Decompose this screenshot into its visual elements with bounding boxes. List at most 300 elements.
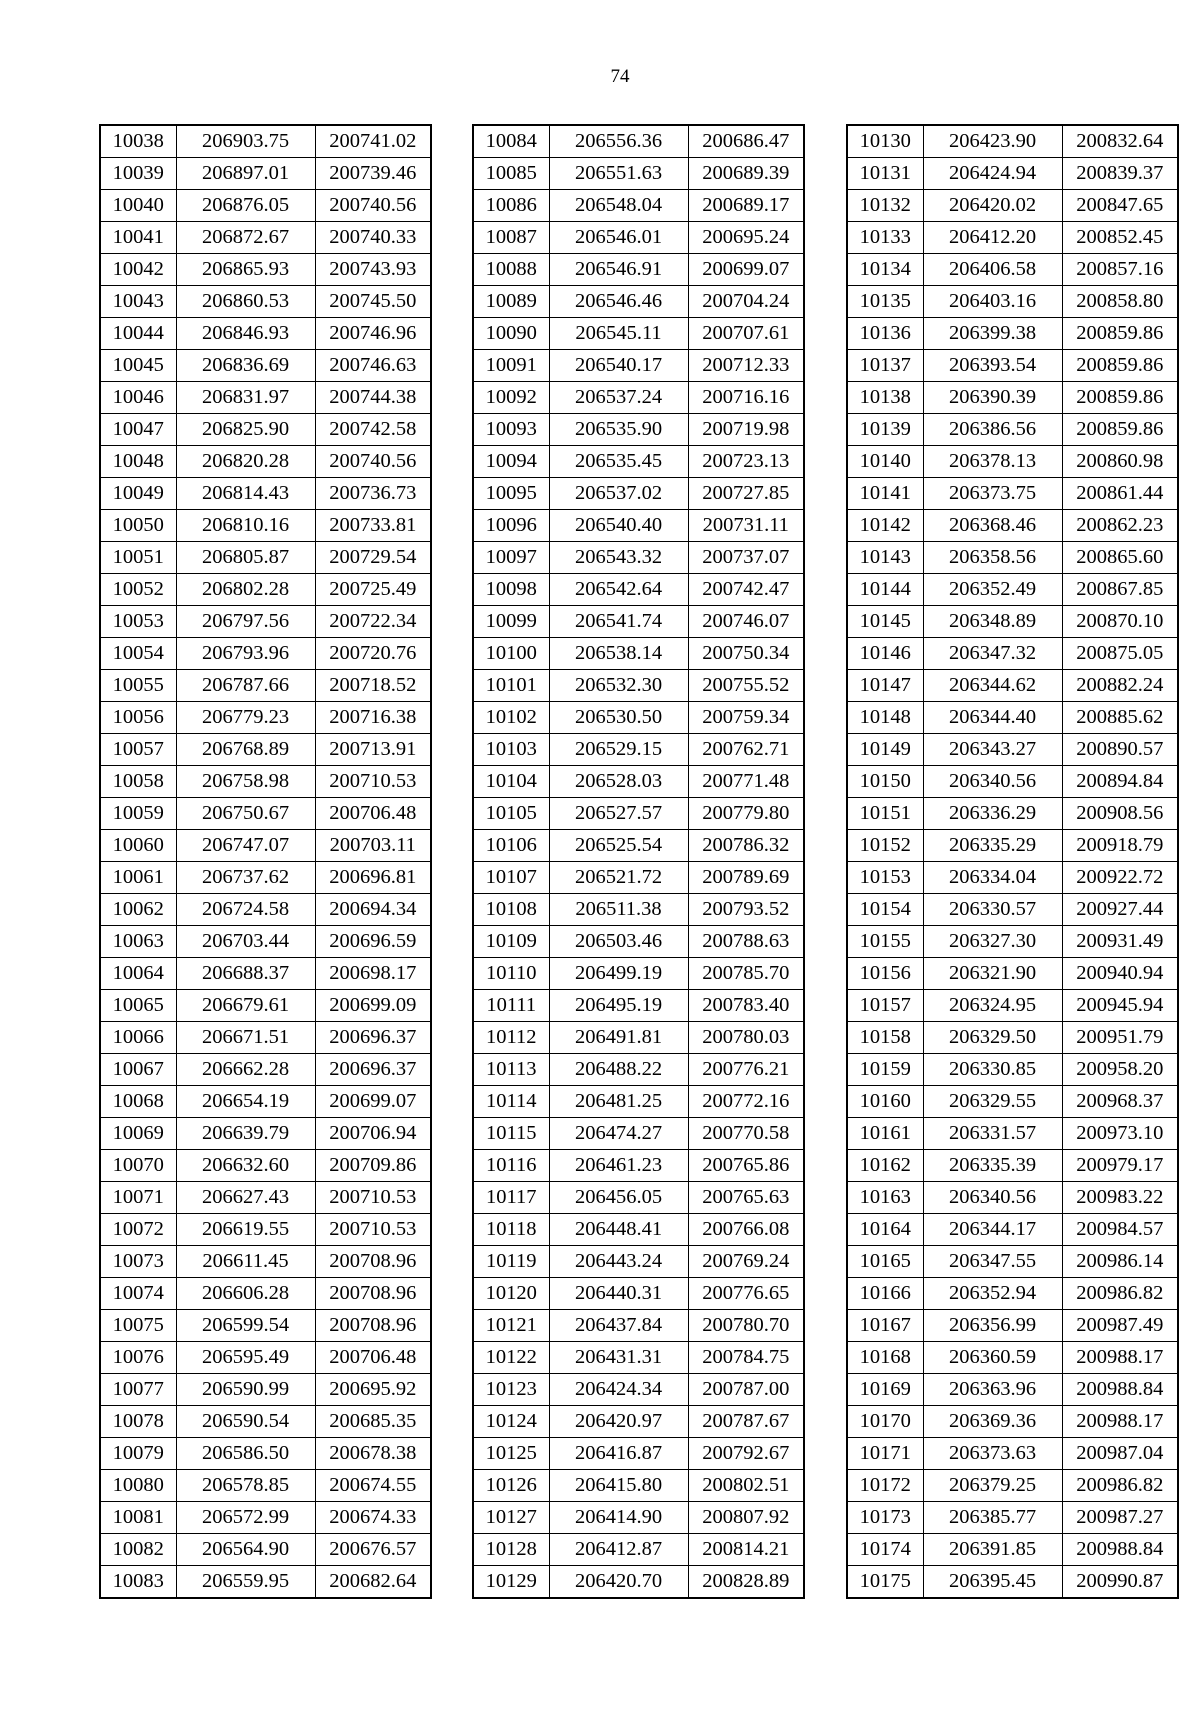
x-coordinate-cell: 206679.61 <box>176 990 315 1022</box>
table-row <box>100 382 431 414</box>
x-coordinate-cell: 206352.49 <box>923 574 1062 606</box>
point-id-cell: 10083 <box>100 1566 176 1599</box>
table-row <box>847 318 1178 350</box>
y-coordinate-cell: 200696.59 <box>315 926 431 958</box>
table-row <box>847 1534 1178 1566</box>
x-coordinate-cell: 206538.14 <box>549 638 688 670</box>
point-id-cell: 10090 <box>473 318 549 350</box>
x-coordinate-cell: 206414.90 <box>549 1502 688 1534</box>
x-coordinate-cell: 206420.70 <box>549 1566 688 1599</box>
y-coordinate-cell: 200940.94 <box>1062 958 1178 990</box>
x-coordinate-cell: 206334.04 <box>923 862 1062 894</box>
x-coordinate-cell: 206347.32 <box>923 638 1062 670</box>
x-coordinate-cell: 206865.93 <box>176 254 315 286</box>
y-coordinate-cell: 200988.84 <box>1062 1374 1178 1406</box>
point-id-cell: 10082 <box>100 1534 176 1566</box>
point-id-cell: 10068 <box>100 1086 176 1118</box>
table-row <box>473 862 804 894</box>
y-coordinate-cell: 200740.56 <box>315 190 431 222</box>
x-coordinate-cell: 206559.95 <box>176 1566 315 1599</box>
y-coordinate-cell: 200984.57 <box>1062 1214 1178 1246</box>
table-row <box>847 1566 1178 1599</box>
y-coordinate-cell: 200712.33 <box>688 350 804 382</box>
table-row <box>100 1374 431 1406</box>
y-coordinate-cell: 200755.52 <box>688 670 804 702</box>
table-row <box>473 958 804 990</box>
point-id-cell: 10065 <box>100 990 176 1022</box>
x-coordinate-cell: 206391.85 <box>923 1534 1062 1566</box>
page-number: 74 <box>610 66 630 87</box>
y-coordinate-cell: 200861.44 <box>1062 478 1178 510</box>
table-row <box>100 1534 431 1566</box>
point-id-cell: 10140 <box>847 446 923 478</box>
point-id-cell: 10051 <box>100 542 176 574</box>
table-row <box>847 1374 1178 1406</box>
y-coordinate-cell: 200696.37 <box>315 1022 431 1054</box>
x-coordinate-cell: 206369.36 <box>923 1406 1062 1438</box>
y-coordinate-cell: 200736.73 <box>315 478 431 510</box>
table-row <box>473 1086 804 1118</box>
table-row <box>100 862 431 894</box>
y-coordinate-cell: 200958.20 <box>1062 1054 1178 1086</box>
x-coordinate-cell: 206572.99 <box>176 1502 315 1534</box>
y-coordinate-cell: 200704.24 <box>688 286 804 318</box>
table-row <box>847 830 1178 862</box>
point-id-cell: 10137 <box>847 350 923 382</box>
table-row <box>473 734 804 766</box>
y-coordinate-cell: 200685.35 <box>315 1406 431 1438</box>
point-id-cell: 10095 <box>473 478 549 510</box>
x-coordinate-cell: 206344.17 <box>923 1214 1062 1246</box>
x-coordinate-cell: 206481.25 <box>549 1086 688 1118</box>
y-coordinate-cell: 200787.67 <box>688 1406 804 1438</box>
table-row <box>100 830 431 862</box>
y-coordinate-cell: 200750.34 <box>688 638 804 670</box>
y-coordinate-cell: 200739.46 <box>315 158 431 190</box>
point-id-cell: 10133 <box>847 222 923 254</box>
x-coordinate-cell: 206586.50 <box>176 1438 315 1470</box>
point-id-cell: 10092 <box>473 382 549 414</box>
table-row <box>100 190 431 222</box>
x-coordinate-cell: 206688.37 <box>176 958 315 990</box>
x-coordinate-cell: 206797.56 <box>176 606 315 638</box>
point-id-cell: 10058 <box>100 766 176 798</box>
table-row <box>473 1470 804 1502</box>
table-row <box>100 414 431 446</box>
table-row <box>473 1214 804 1246</box>
table-row <box>473 798 804 830</box>
table-row <box>100 125 431 158</box>
x-coordinate-cell: 206535.45 <box>549 446 688 478</box>
x-coordinate-cell: 206461.23 <box>549 1150 688 1182</box>
table-row <box>473 766 804 798</box>
point-id-cell: 10040 <box>100 190 176 222</box>
y-coordinate-cell: 200987.27 <box>1062 1502 1178 1534</box>
y-coordinate-cell: 200707.61 <box>688 318 804 350</box>
table-row <box>100 254 431 286</box>
point-id-cell: 10039 <box>100 158 176 190</box>
x-coordinate-cell: 206340.56 <box>923 766 1062 798</box>
point-id-cell: 10100 <box>473 638 549 670</box>
point-id-cell: 10152 <box>847 830 923 862</box>
y-coordinate-cell: 200814.21 <box>688 1534 804 1566</box>
table-row <box>100 1278 431 1310</box>
y-coordinate-cell: 200713.91 <box>315 734 431 766</box>
table-row <box>473 702 804 734</box>
point-id-cell: 10086 <box>473 190 549 222</box>
point-id-cell: 10164 <box>847 1214 923 1246</box>
x-coordinate-cell: 206330.85 <box>923 1054 1062 1086</box>
y-coordinate-cell: 200699.07 <box>688 254 804 286</box>
x-coordinate-cell: 206639.79 <box>176 1118 315 1150</box>
point-id-cell: 10127 <box>473 1502 549 1534</box>
point-id-cell: 10160 <box>847 1086 923 1118</box>
y-coordinate-cell: 200802.51 <box>688 1470 804 1502</box>
x-coordinate-cell: 206335.39 <box>923 1150 1062 1182</box>
x-coordinate-cell: 206595.49 <box>176 1342 315 1374</box>
x-coordinate-cell: 206537.24 <box>549 382 688 414</box>
point-id-cell: 10079 <box>100 1438 176 1470</box>
y-coordinate-cell: 200870.10 <box>1062 606 1178 638</box>
point-id-cell: 10041 <box>100 222 176 254</box>
point-id-cell: 10096 <box>473 510 549 542</box>
point-id-cell: 10171 <box>847 1438 923 1470</box>
table-row <box>473 1438 804 1470</box>
table-row <box>100 286 431 318</box>
x-coordinate-cell: 206802.28 <box>176 574 315 606</box>
y-coordinate-cell: 200769.24 <box>688 1246 804 1278</box>
table-row <box>473 926 804 958</box>
table-row <box>100 1054 431 1086</box>
x-coordinate-cell: 206340.56 <box>923 1182 1062 1214</box>
y-coordinate-cell: 200983.22 <box>1062 1182 1178 1214</box>
table-row <box>473 190 804 222</box>
table-row <box>100 1502 431 1534</box>
table-row <box>100 1086 431 1118</box>
table-row <box>473 1310 804 1342</box>
table-row <box>100 1470 431 1502</box>
y-coordinate-cell: 200918.79 <box>1062 830 1178 862</box>
point-id-cell: 10141 <box>847 478 923 510</box>
coordinate-table-2 <box>472 124 805 1599</box>
point-id-cell: 10134 <box>847 254 923 286</box>
point-id-cell: 10155 <box>847 926 923 958</box>
x-coordinate-cell: 206836.69 <box>176 350 315 382</box>
point-id-cell: 10069 <box>100 1118 176 1150</box>
point-id-cell: 10163 <box>847 1182 923 1214</box>
x-coordinate-cell: 206872.67 <box>176 222 315 254</box>
y-coordinate-cell: 200742.47 <box>688 574 804 606</box>
y-coordinate-cell: 200860.98 <box>1062 446 1178 478</box>
y-coordinate-cell: 200710.53 <box>315 1214 431 1246</box>
point-id-cell: 10170 <box>847 1406 923 1438</box>
table-row <box>100 1022 431 1054</box>
table-row <box>847 158 1178 190</box>
y-coordinate-cell: 200783.40 <box>688 990 804 1022</box>
point-id-cell: 10123 <box>473 1374 549 1406</box>
x-coordinate-cell: 206548.04 <box>549 190 688 222</box>
point-id-cell: 10091 <box>473 350 549 382</box>
point-id-cell: 10147 <box>847 670 923 702</box>
point-id-cell: 10105 <box>473 798 549 830</box>
point-id-cell: 10054 <box>100 638 176 670</box>
table-row <box>847 670 1178 702</box>
x-coordinate-cell: 206393.54 <box>923 350 1062 382</box>
table-row <box>473 670 804 702</box>
coordinate-table-1 <box>99 124 432 1599</box>
point-id-cell: 10175 <box>847 1566 923 1599</box>
x-coordinate-cell: 206368.46 <box>923 510 1062 542</box>
x-coordinate-cell: 206412.20 <box>923 222 1062 254</box>
point-id-cell: 10066 <box>100 1022 176 1054</box>
point-id-cell: 10135 <box>847 286 923 318</box>
table-row <box>847 798 1178 830</box>
y-coordinate-cell: 200987.49 <box>1062 1310 1178 1342</box>
point-id-cell: 10104 <box>473 766 549 798</box>
x-coordinate-cell: 206724.58 <box>176 894 315 926</box>
x-coordinate-cell: 206379.25 <box>923 1470 1062 1502</box>
y-coordinate-cell: 200708.96 <box>315 1246 431 1278</box>
x-coordinate-cell: 206378.13 <box>923 446 1062 478</box>
x-coordinate-cell: 206814.43 <box>176 478 315 510</box>
table-row <box>473 382 804 414</box>
point-id-cell: 10172 <box>847 1470 923 1502</box>
x-coordinate-cell: 206403.16 <box>923 286 1062 318</box>
x-coordinate-cell: 206347.55 <box>923 1246 1062 1278</box>
table-row <box>100 1566 431 1599</box>
x-coordinate-cell: 206793.96 <box>176 638 315 670</box>
y-coordinate-cell: 200765.63 <box>688 1182 804 1214</box>
y-coordinate-cell: 200788.63 <box>688 926 804 958</box>
table-row <box>473 414 804 446</box>
x-coordinate-cell: 206860.53 <box>176 286 315 318</box>
point-id-cell: 10165 <box>847 1246 923 1278</box>
x-coordinate-cell: 206511.38 <box>549 894 688 926</box>
y-coordinate-cell: 200828.89 <box>688 1566 804 1599</box>
y-coordinate-cell: 200951.79 <box>1062 1022 1178 1054</box>
x-coordinate-cell: 206327.30 <box>923 926 1062 958</box>
x-coordinate-cell: 206529.15 <box>549 734 688 766</box>
x-coordinate-cell: 206619.55 <box>176 1214 315 1246</box>
point-id-cell: 10162 <box>847 1150 923 1182</box>
y-coordinate-cell: 200908.56 <box>1062 798 1178 830</box>
point-id-cell: 10088 <box>473 254 549 286</box>
point-id-cell: 10144 <box>847 574 923 606</box>
x-coordinate-cell: 206385.77 <box>923 1502 1062 1534</box>
x-coordinate-cell: 206344.62 <box>923 670 1062 702</box>
y-coordinate-cell: 200682.64 <box>315 1566 431 1599</box>
y-coordinate-cell: 200696.81 <box>315 862 431 894</box>
y-coordinate-cell: 200708.96 <box>315 1278 431 1310</box>
table-row <box>473 158 804 190</box>
table-row <box>473 1566 804 1599</box>
point-id-cell: 10146 <box>847 638 923 670</box>
point-id-cell: 10067 <box>100 1054 176 1086</box>
y-coordinate-cell: 200708.96 <box>315 1310 431 1342</box>
point-id-cell: 10118 <box>473 1214 549 1246</box>
table-row <box>473 1182 804 1214</box>
point-id-cell: 10055 <box>100 670 176 702</box>
table-row <box>847 1054 1178 1086</box>
table-row <box>100 702 431 734</box>
point-id-cell: 10072 <box>100 1214 176 1246</box>
table-row <box>473 638 804 670</box>
point-id-cell: 10106 <box>473 830 549 862</box>
x-coordinate-cell: 206448.41 <box>549 1214 688 1246</box>
table-row <box>847 222 1178 254</box>
table-row <box>473 510 804 542</box>
point-id-cell: 10094 <box>473 446 549 478</box>
table-row <box>100 638 431 670</box>
table-row <box>847 510 1178 542</box>
point-id-cell: 10114 <box>473 1086 549 1118</box>
x-coordinate-cell: 206831.97 <box>176 382 315 414</box>
table-row <box>473 1374 804 1406</box>
x-coordinate-cell: 206903.75 <box>176 125 315 158</box>
y-coordinate-cell: 200716.38 <box>315 702 431 734</box>
point-id-cell: 10070 <box>100 1150 176 1182</box>
table-row <box>100 990 431 1022</box>
point-id-cell: 10056 <box>100 702 176 734</box>
table-row <box>473 542 804 574</box>
point-id-cell: 10089 <box>473 286 549 318</box>
table-row <box>847 702 1178 734</box>
table-row <box>847 1502 1178 1534</box>
point-id-cell: 10050 <box>100 510 176 542</box>
y-coordinate-cell: 200988.17 <box>1062 1342 1178 1374</box>
table-row <box>847 1086 1178 1118</box>
point-id-cell: 10169 <box>847 1374 923 1406</box>
x-coordinate-cell: 206399.38 <box>923 318 1062 350</box>
table-row <box>847 1310 1178 1342</box>
x-coordinate-cell: 206363.96 <box>923 1374 1062 1406</box>
y-coordinate-cell: 200703.11 <box>315 830 431 862</box>
x-coordinate-cell: 206343.27 <box>923 734 1062 766</box>
point-id-cell: 10129 <box>473 1566 549 1599</box>
y-coordinate-cell: 200706.48 <box>315 1342 431 1374</box>
x-coordinate-cell: 206543.32 <box>549 542 688 574</box>
y-coordinate-cell: 200710.53 <box>315 1182 431 1214</box>
x-coordinate-cell: 206897.01 <box>176 158 315 190</box>
y-coordinate-cell: 200696.37 <box>315 1054 431 1086</box>
y-coordinate-cell: 200986.82 <box>1062 1470 1178 1502</box>
point-id-cell: 10153 <box>847 862 923 894</box>
point-id-cell: 10099 <box>473 606 549 638</box>
point-id-cell: 10081 <box>100 1502 176 1534</box>
point-id-cell: 10166 <box>847 1278 923 1310</box>
table-row <box>473 990 804 1022</box>
y-coordinate-cell: 200931.49 <box>1062 926 1178 958</box>
x-coordinate-cell: 206373.75 <box>923 478 1062 510</box>
x-coordinate-cell: 206542.64 <box>549 574 688 606</box>
y-coordinate-cell: 200740.33 <box>315 222 431 254</box>
x-coordinate-cell: 206578.85 <box>176 1470 315 1502</box>
x-coordinate-cell: 206787.66 <box>176 670 315 702</box>
table-row <box>100 1214 431 1246</box>
table-row <box>847 350 1178 382</box>
table-row <box>847 1470 1178 1502</box>
point-id-cell: 10071 <box>100 1182 176 1214</box>
x-coordinate-cell: 206474.27 <box>549 1118 688 1150</box>
y-coordinate-cell: 200766.08 <box>688 1214 804 1246</box>
x-coordinate-cell: 206825.90 <box>176 414 315 446</box>
y-coordinate-cell: 200740.56 <box>315 446 431 478</box>
y-coordinate-cell: 200731.11 <box>688 510 804 542</box>
y-coordinate-cell: 200776.21 <box>688 1054 804 1086</box>
point-id-cell: 10078 <box>100 1406 176 1438</box>
table-row <box>100 350 431 382</box>
x-coordinate-cell: 206703.44 <box>176 926 315 958</box>
point-id-cell: 10131 <box>847 158 923 190</box>
x-coordinate-cell: 206488.22 <box>549 1054 688 1086</box>
y-coordinate-cell: 200807.92 <box>688 1502 804 1534</box>
x-coordinate-cell: 206416.87 <box>549 1438 688 1470</box>
x-coordinate-cell: 206551.63 <box>549 158 688 190</box>
y-coordinate-cell: 200968.37 <box>1062 1086 1178 1118</box>
point-id-cell: 10116 <box>473 1150 549 1182</box>
point-id-cell: 10167 <box>847 1310 923 1342</box>
table-row <box>473 894 804 926</box>
table-row <box>100 1118 431 1150</box>
table-row <box>847 1246 1178 1278</box>
table-row <box>100 1342 431 1374</box>
y-coordinate-cell: 200719.98 <box>688 414 804 446</box>
y-coordinate-cell: 200973.10 <box>1062 1118 1178 1150</box>
point-id-cell: 10150 <box>847 766 923 798</box>
y-coordinate-cell: 200862.23 <box>1062 510 1178 542</box>
x-coordinate-cell: 206671.51 <box>176 1022 315 1054</box>
point-id-cell: 10110 <box>473 958 549 990</box>
y-coordinate-cell: 200674.55 <box>315 1470 431 1502</box>
table-row <box>847 286 1178 318</box>
x-coordinate-cell: 206611.45 <box>176 1246 315 1278</box>
y-coordinate-cell: 200674.33 <box>315 1502 431 1534</box>
x-coordinate-cell: 206846.93 <box>176 318 315 350</box>
point-id-cell: 10156 <box>847 958 923 990</box>
y-coordinate-cell: 200894.84 <box>1062 766 1178 798</box>
x-coordinate-cell: 206779.23 <box>176 702 315 734</box>
y-coordinate-cell: 200945.94 <box>1062 990 1178 1022</box>
x-coordinate-cell: 206528.03 <box>549 766 688 798</box>
y-coordinate-cell: 200718.52 <box>315 670 431 702</box>
x-coordinate-cell: 206527.57 <box>549 798 688 830</box>
table-row <box>100 1150 431 1182</box>
x-coordinate-cell: 206386.56 <box>923 414 1062 446</box>
table-row <box>473 478 804 510</box>
table-row <box>100 734 431 766</box>
table-row <box>473 1054 804 1086</box>
y-coordinate-cell: 200729.54 <box>315 542 431 574</box>
x-coordinate-cell: 206503.46 <box>549 926 688 958</box>
table-row <box>473 1118 804 1150</box>
point-id-cell: 10049 <box>100 478 176 510</box>
point-id-cell: 10084 <box>473 125 549 158</box>
x-coordinate-cell: 206590.99 <box>176 1374 315 1406</box>
table-row <box>847 446 1178 478</box>
x-coordinate-cell: 206329.50 <box>923 1022 1062 1054</box>
point-id-cell: 10109 <box>473 926 549 958</box>
table-row <box>473 1246 804 1278</box>
x-coordinate-cell: 206556.36 <box>549 125 688 158</box>
table-row <box>847 382 1178 414</box>
x-coordinate-cell: 206747.07 <box>176 830 315 862</box>
table-row <box>847 1278 1178 1310</box>
y-coordinate-cell: 200786.32 <box>688 830 804 862</box>
y-coordinate-cell: 200695.92 <box>315 1374 431 1406</box>
point-id-cell: 10059 <box>100 798 176 830</box>
table-row <box>847 958 1178 990</box>
point-id-cell: 10138 <box>847 382 923 414</box>
